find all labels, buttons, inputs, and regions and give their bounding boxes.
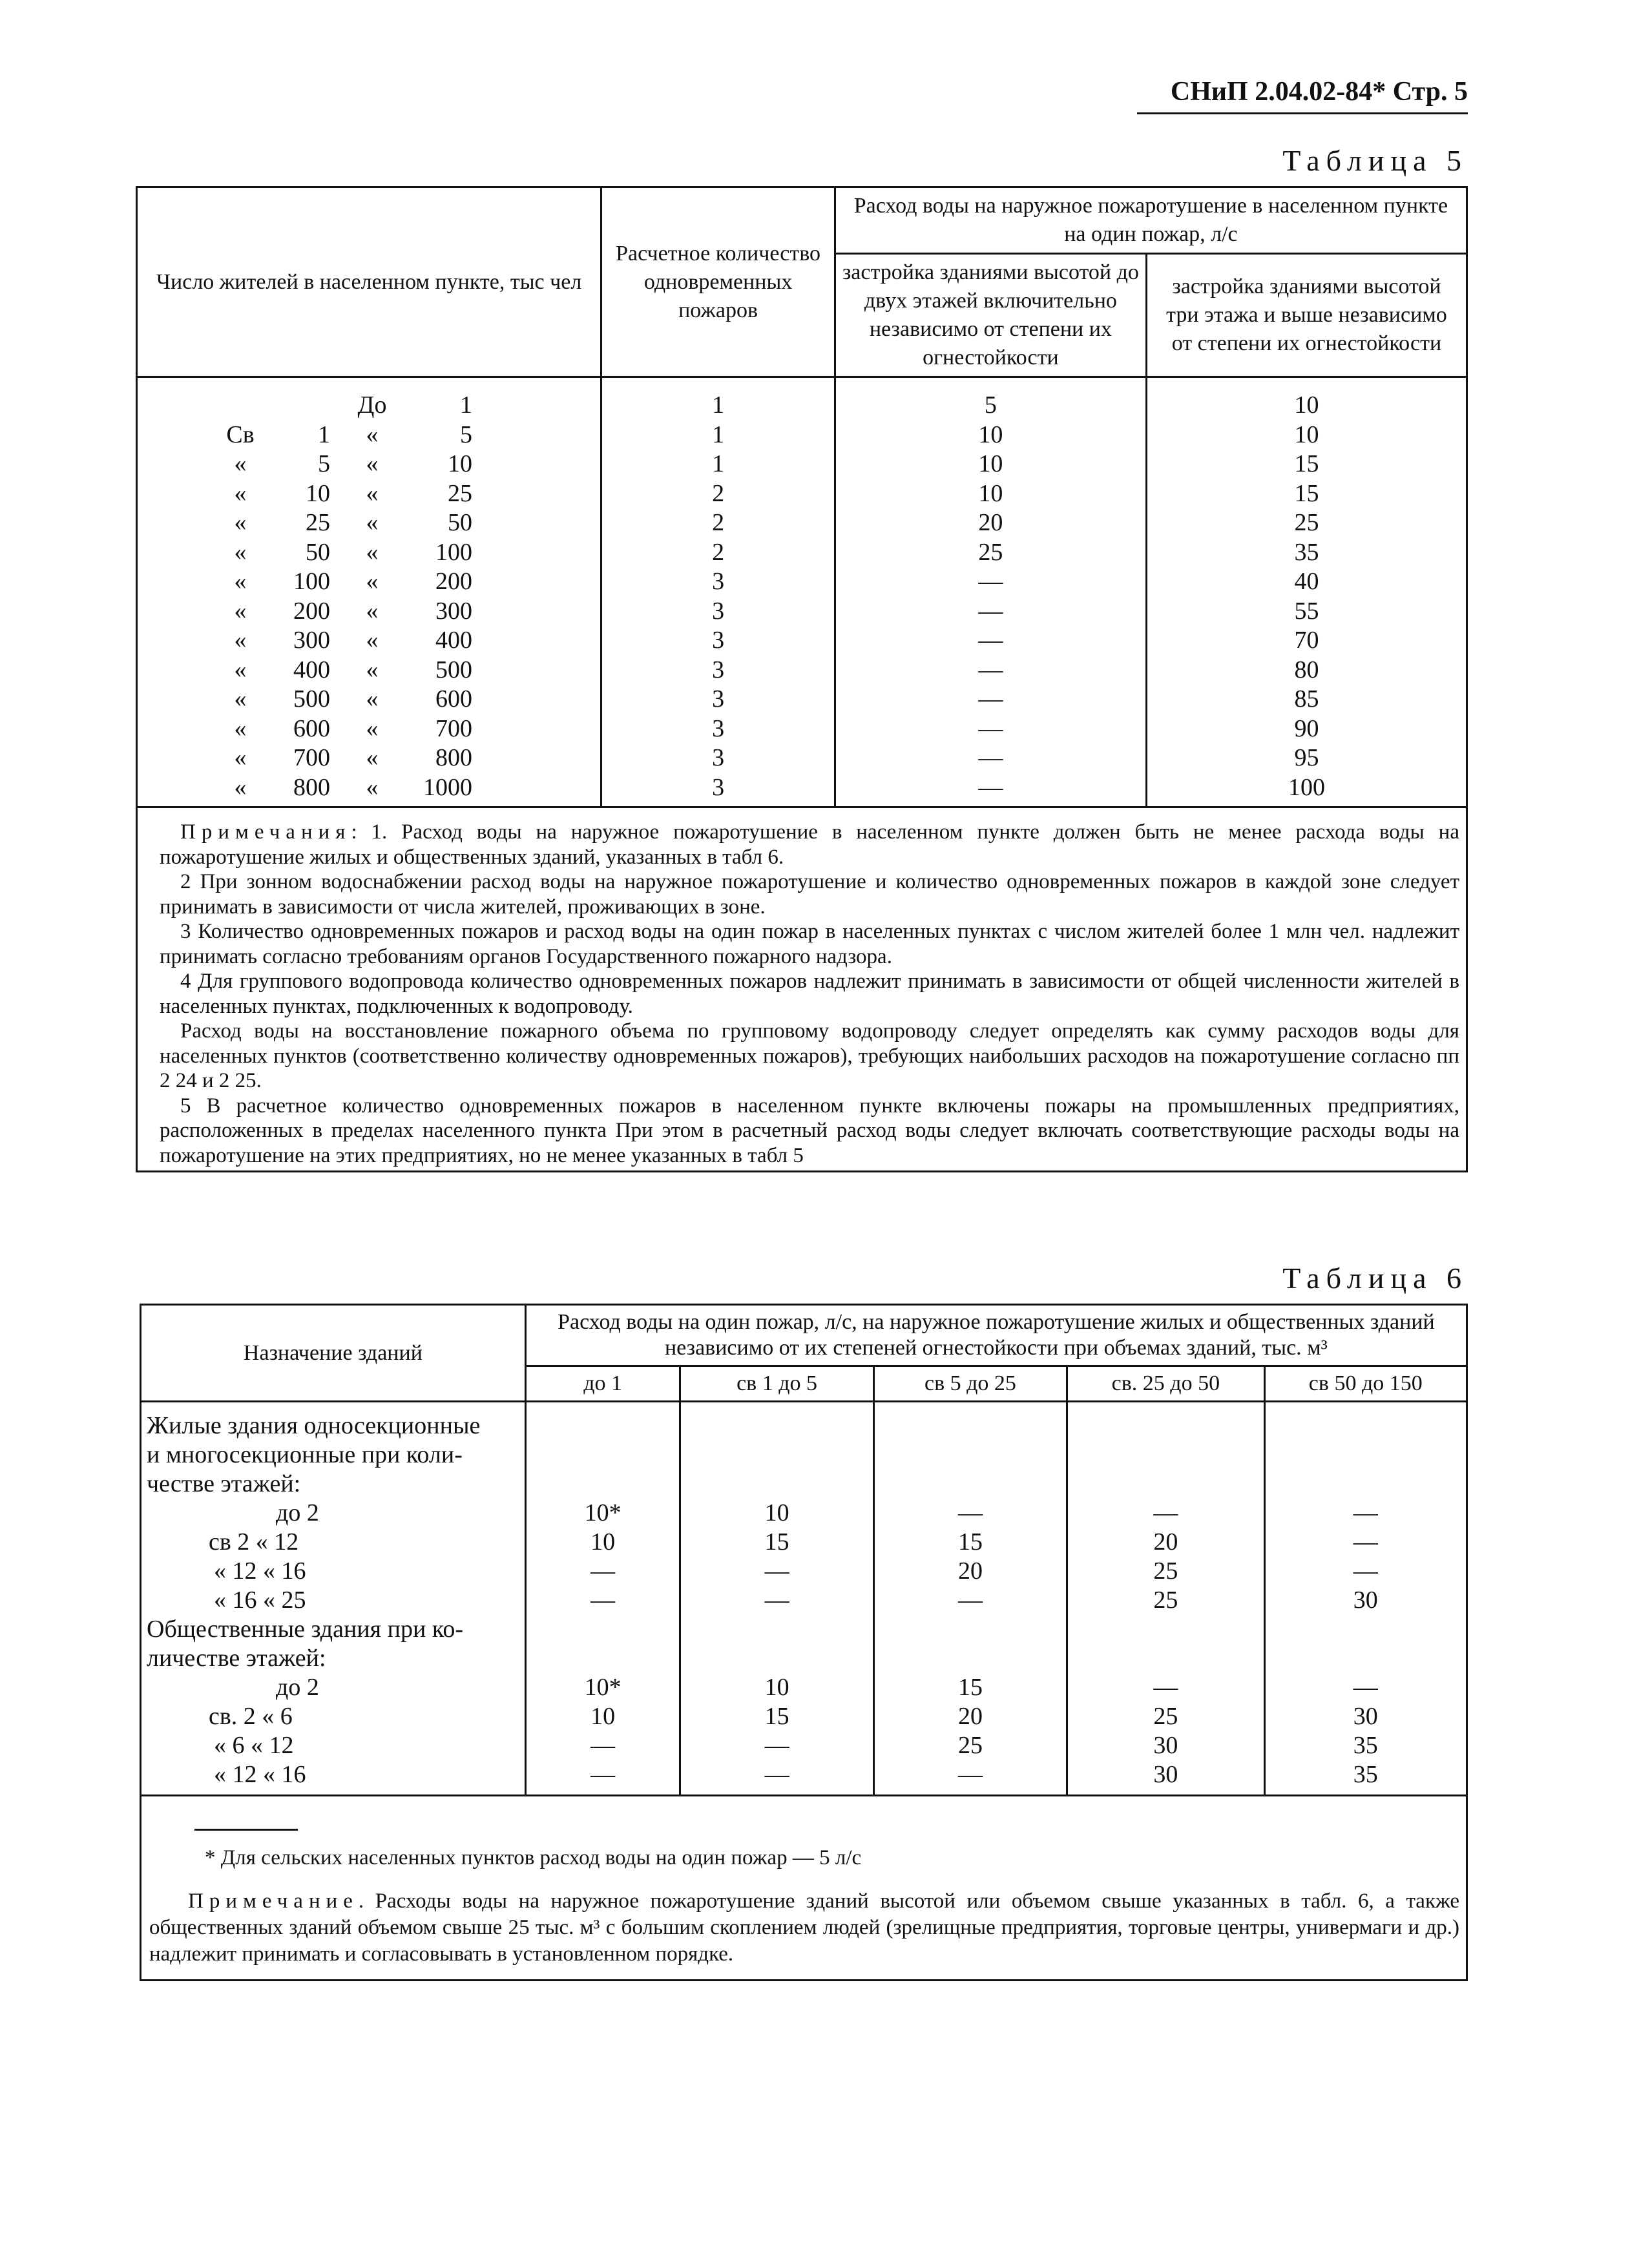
t6-value: — (1353, 1674, 1378, 1701)
t6-value (1266, 1411, 1466, 1441)
t6-row-label: личестве этажей: (147, 1645, 326, 1672)
note-label: Примечание (188, 1889, 359, 1913)
footnote: * Для сельских населенных пунктов расход воды на один пожар — 5 л/с (205, 1846, 862, 1869)
t6-row-label: честве этажей: (147, 1470, 301, 1497)
t5-range-part: « (234, 450, 247, 477)
t6-value (1068, 1644, 1263, 1673)
t5-range-part: 500 (293, 685, 330, 713)
t6-value: — (1153, 1674, 1178, 1701)
t6-value (681, 1644, 872, 1673)
note-text: . Расходы воды на наружное пожаротушение зданий высотой или объемом свыше указанных в табл. 6, а также общественных зданий объемом свыше 25 тыс. м³ с большим скоплением людей (зрелищные предприятия, торговые центры, универмаги и др.) надлежит принимать и согласовывать в установленном порядке. (149, 1889, 1459, 1966)
t6-value: 15 (957, 1528, 983, 1555)
t5-low-value: — (978, 744, 1003, 771)
t5-range (202, 685, 600, 714)
t5-range-part: « (366, 627, 379, 654)
t6-row-label: Жилые здания односекционные (147, 1412, 481, 1439)
t5-fires-value: 2 (712, 509, 725, 536)
t6-row-label: « 12 « 16 (214, 1557, 306, 1585)
t6-row-label: и многосекционные при коли- (147, 1441, 463, 1468)
t6-vol-header: до 1 (525, 1366, 680, 1402)
t5-fires-value: 3 (712, 773, 725, 801)
t6-value (1068, 1411, 1263, 1441)
t5-range-part: « (234, 479, 247, 507)
t6-value: 25 (1153, 1703, 1178, 1730)
t5-range-part: « (234, 744, 247, 771)
t6-value: 25 (957, 1732, 983, 1759)
notes-label: Примечания (180, 820, 351, 844)
t5-range-part (202, 391, 278, 421)
t5-range-part: « (234, 714, 247, 742)
t6-vol-header: св. 25 до 50 (1067, 1366, 1264, 1402)
t5-residents-column (137, 377, 601, 807)
t5-range-part: « (234, 597, 247, 625)
t5-range-part: « (366, 538, 379, 566)
t6-value: — (1153, 1499, 1178, 1526)
t6-vol-header: св 50 до 150 (1264, 1366, 1467, 1402)
table5 (136, 186, 1468, 1172)
t6-value (1266, 1615, 1466, 1644)
t6-purpose-column (141, 1402, 526, 1796)
t5-range-part: 400 (293, 656, 330, 683)
t5-range-part: 500 (435, 656, 472, 683)
t6-value: 15 (764, 1703, 789, 1730)
t6-value: 35 (1353, 1732, 1378, 1759)
t6-value (681, 1615, 872, 1644)
t6-value: — (1353, 1528, 1378, 1555)
t6-value: 15 (957, 1674, 983, 1701)
note-5: 5 В расчетное количество одновременных пожаров в населенном пункте включены пожары на промышленных предприятиях, расположенных в пределах населенного пункта При этом в расчетный расход воды следует включать соответствующие расходы воды на пожаротушение на этих предприятиях, но не менее указанных в табл 5 (160, 1094, 1459, 1167)
t5-header-residents: Число жителей в населенном пункте, тыс чел (137, 187, 601, 377)
note-4: 4 Для группового водопровода количество одновременных пожаров надлежит принимать в зависимости от общей численности жителей в населенных пунктах, подключенных к водопроводу. (160, 970, 1459, 1018)
t5-range-part: « (366, 509, 379, 536)
t5-low-value: 10 (978, 479, 1003, 507)
t6-row-label: до 2 (276, 1674, 319, 1701)
t5-fires-value: 1 (712, 421, 725, 448)
t6-value: — (957, 1587, 983, 1614)
t6-value (527, 1411, 680, 1441)
t6-value (875, 1615, 1066, 1644)
t5-fires-value: 3 (712, 568, 725, 595)
t5-range-part: « (366, 421, 379, 448)
t5-range-part: 300 (435, 597, 472, 625)
t5-range (202, 508, 600, 538)
table5-caption: Таблица 5 (1282, 144, 1468, 177)
t6-value: — (764, 1761, 789, 1788)
t6-vol3-column (873, 1402, 1067, 1796)
t6-vol-header: св 5 до 25 (873, 1366, 1067, 1402)
t5-range-part: 10 (306, 479, 330, 507)
t5-range-part: 25 (448, 479, 472, 507)
t5-fires-value: 1 (712, 391, 725, 419)
t6-value: 15 (764, 1528, 789, 1555)
t5-range (202, 567, 600, 597)
t5-range-part: « (366, 656, 379, 683)
t5-range-part: 100 (293, 568, 330, 595)
t5-range-part: « (366, 685, 379, 713)
t5-range (202, 773, 600, 803)
t5-range (202, 391, 600, 421)
t5-low-column (835, 377, 1146, 807)
t6-vol1-column (525, 1402, 680, 1796)
table6-caption: Таблица 6 (1282, 1262, 1468, 1295)
t5-range-part (278, 391, 330, 421)
t5-range-part: « (366, 568, 379, 595)
t5-range-part: « (366, 773, 379, 801)
t5-fires-value: 3 (712, 656, 725, 683)
t5-high-column (1146, 377, 1467, 807)
t5-range-part: 700 (435, 714, 472, 742)
t6-header-purpose: Назначение зданий (141, 1305, 526, 1402)
t5-range-part: 800 (435, 744, 472, 771)
t5-high-value: 40 (1294, 568, 1319, 595)
t5-low-value: — (978, 627, 1003, 654)
t5-range-part: « (234, 685, 247, 713)
t5-range-part: 25 (306, 509, 330, 536)
t5-low-value: 5 (984, 391, 997, 419)
t5-low-value: 20 (978, 509, 1003, 536)
footnote-rule (194, 1829, 298, 1831)
t5-range-part: 600 (435, 685, 472, 713)
t6-value (1068, 1615, 1263, 1644)
t6-value: — (764, 1732, 789, 1759)
page-header: СНиП 2.04.02-84* Стр. 5 (1137, 76, 1468, 114)
t6-value: 10 (590, 1703, 616, 1730)
t6-vol-header: св 1 до 5 (680, 1366, 873, 1402)
t5-fires-value: 3 (712, 714, 725, 742)
t5-range (202, 479, 600, 509)
t6-value: 10* (584, 1674, 621, 1701)
t5-range-part: До (357, 391, 387, 419)
t6-row-label: св. 2 « 6 (209, 1703, 293, 1730)
t5-fires-value: 3 (712, 597, 725, 625)
t6-value (875, 1470, 1066, 1499)
t5-high-value: 15 (1294, 450, 1319, 477)
t5-range-part: « (366, 714, 379, 742)
t5-high-value: 95 (1294, 744, 1319, 771)
t6-value: 30 (1353, 1703, 1378, 1730)
t5-range-part: « (234, 773, 247, 801)
t6-header-flow: Расход воды на один пожар, л/с, на наружное пожаротушение жилых и общественных зданий независимо от их степеней огнестойкости при объемах зданий, тыс. м³ (525, 1305, 1467, 1366)
t5-high-value: 55 (1294, 597, 1319, 625)
t6-value: 30 (1153, 1732, 1178, 1759)
t5-low-value: — (978, 656, 1003, 683)
t6-value: — (590, 1587, 616, 1614)
t5-notes (137, 807, 1467, 1172)
t6-vol4-column (1067, 1402, 1264, 1796)
t6-value: 25 (1153, 1587, 1178, 1614)
t6-row-label: « 6 « 12 (214, 1732, 294, 1759)
t6-row-label: « 12 « 16 (214, 1761, 306, 1788)
t5-high-value: 90 (1294, 714, 1319, 742)
t5-range (202, 450, 600, 479)
t5-header-low: застройка зданиями высотой до двух этажей включительно независимо от степени их огнестойкости (835, 254, 1146, 377)
t6-row-label: св 2 « 12 (209, 1528, 299, 1555)
t5-fires-value: 1 (712, 450, 725, 477)
t5-fires-value: 3 (712, 685, 725, 713)
t5-range-part: 100 (435, 538, 472, 566)
t5-range-part: « (366, 744, 379, 771)
t6-vol2-column (680, 1402, 873, 1796)
t5-range (202, 656, 600, 685)
t5-high-value: 10 (1294, 391, 1319, 419)
t5-range-part: « (234, 568, 247, 595)
t6-value: 20 (957, 1557, 983, 1585)
t5-range-part: 5 (460, 421, 472, 448)
t5-range-part: 1 (318, 421, 330, 448)
t6-value: 10 (590, 1528, 616, 1555)
t5-range (202, 744, 600, 773)
t5-high-value: 80 (1294, 656, 1319, 683)
t5-low-value: 25 (978, 538, 1003, 566)
t5-range-part: « (234, 627, 247, 654)
t6-value (1266, 1470, 1466, 1499)
t5-low-value: — (978, 773, 1003, 801)
t5-range-part: « (234, 509, 247, 536)
t6-value: — (1353, 1499, 1378, 1526)
t5-range-part: « (366, 479, 379, 507)
t5-low-value: 10 (978, 421, 1003, 448)
t5-range-part: 800 (293, 773, 330, 801)
t5-high-value: 15 (1294, 479, 1319, 507)
t5-header-flow: Расход воды на наружное пожаротушение в населенном пункте на один пожар, л/с (835, 187, 1467, 254)
table6 (140, 1304, 1468, 1981)
t6-value: 10 (764, 1499, 789, 1526)
t6-value: — (590, 1557, 616, 1585)
t6-value: 35 (1353, 1761, 1378, 1788)
t6-value: 10* (584, 1499, 621, 1526)
t6-value (527, 1644, 680, 1673)
t5-fires-column (601, 377, 835, 807)
t5-high-value: 70 (1294, 627, 1319, 654)
t5-range-part: 200 (435, 568, 472, 595)
t6-value: 25 (1153, 1557, 1178, 1585)
t5-low-value: 10 (978, 450, 1003, 477)
t6-value (875, 1441, 1066, 1470)
t6-row-label: Общественные здания при ко- (147, 1616, 464, 1643)
t5-fires-value: 3 (712, 744, 725, 771)
t6-value (681, 1411, 872, 1441)
t6-value: 10 (764, 1674, 789, 1701)
note-1: : 1. Расход воды на наружное пожаротушение в населенном пункте должен быть не менее расхода воды на пожаротушение жилых и общественных зданий, указанных в табл 6. (160, 820, 1459, 869)
t6-value: 30 (1353, 1587, 1378, 1614)
t5-range-part: 10 (448, 450, 472, 477)
t5-range-part: 50 (448, 509, 472, 536)
t6-value: — (1353, 1557, 1378, 1585)
t6-value: — (957, 1761, 983, 1788)
t5-high-value: 100 (1288, 773, 1325, 801)
t6-value (681, 1470, 872, 1499)
t6-value (875, 1644, 1066, 1673)
t5-range (202, 597, 600, 627)
t5-range-part: 1 (460, 391, 472, 419)
t6-value: 30 (1153, 1761, 1178, 1788)
t6-value (527, 1441, 680, 1470)
t6-value: — (764, 1557, 789, 1585)
t5-range-part: « (234, 656, 247, 683)
t5-header-fires: Расчетное количество одновременных пожаров (601, 187, 835, 377)
t5-header-high: застройка зданиями высотой три этажа и выше независимо от степени их огнестойкости (1146, 254, 1467, 377)
t6-value (527, 1615, 680, 1644)
t6-value (681, 1441, 872, 1470)
t6-value (875, 1411, 1066, 1441)
t5-range-part: 300 (293, 627, 330, 654)
t5-high-value: 35 (1294, 538, 1319, 566)
t5-range-part: Св (226, 421, 255, 448)
t5-high-value: 85 (1294, 685, 1319, 713)
t5-range-part: 700 (293, 744, 330, 771)
t5-range-part: 600 (293, 714, 330, 742)
t5-range-part: « (366, 450, 379, 477)
t5-low-value: — (978, 597, 1003, 625)
t6-row-label: « 16 « 25 (214, 1587, 306, 1614)
t5-range (202, 421, 600, 450)
t6-value (1068, 1470, 1263, 1499)
t6-footer (141, 1796, 1467, 1981)
t6-value: — (590, 1761, 616, 1788)
t6-value: — (764, 1587, 789, 1614)
note-2: 2 При зонном водоснабжении расход воды на наружное пожаротушение и количество одновременных пожаров в каждой зоне следует принимать в зависимости от числа жителей, проживающих в зоне. (160, 870, 1459, 919)
t5-fires-value: 2 (712, 538, 725, 566)
t6-value (527, 1470, 680, 1499)
t5-range-part: « (234, 538, 247, 566)
t5-high-value: 10 (1294, 421, 1319, 448)
t6-value (1266, 1441, 1466, 1470)
t6-value: — (957, 1499, 983, 1526)
t6-value: 20 (957, 1703, 983, 1730)
t6-vol5-column (1264, 1402, 1467, 1796)
t5-low-value: — (978, 714, 1003, 742)
t5-range-part: 5 (318, 450, 330, 477)
t6-value (1068, 1441, 1263, 1470)
note-4-continued: Расход воды на восстановление пожарного объема по групповому водопроводу следует определять как сумму расходов воды для населенных пунктов (соответственно количеству одновременных пожаров), требующих наибольших расходов на пожаротушение согласно пп 2 24 и 2 25. (160, 1019, 1459, 1092)
t5-range (202, 714, 600, 744)
t5-range-part: 50 (306, 538, 330, 566)
t5-range (202, 626, 600, 656)
t5-low-value: — (978, 568, 1003, 595)
t6-value: 20 (1153, 1528, 1178, 1555)
note-3: 3 Количество одновременных пожаров и расход воды на один пожар в населенных пунктах с числом жителей более 1 млн чел. надлежит принимать согласно требованиям органов Государственного пожарного надзора. (160, 920, 1459, 968)
t5-range-part: 1000 (423, 773, 472, 801)
t5-range-part: 400 (435, 627, 472, 654)
t5-range (202, 538, 600, 568)
t5-high-value: 25 (1294, 509, 1319, 536)
t5-fires-value: 3 (712, 627, 725, 654)
t6-value (1266, 1644, 1466, 1673)
t5-low-value: — (978, 685, 1003, 713)
t5-range-part: 200 (293, 597, 330, 625)
t6-value: — (590, 1732, 616, 1759)
t6-row-label: до 2 (276, 1499, 319, 1526)
t5-fires-value: 2 (712, 479, 725, 507)
t5-range-part: « (366, 597, 379, 625)
